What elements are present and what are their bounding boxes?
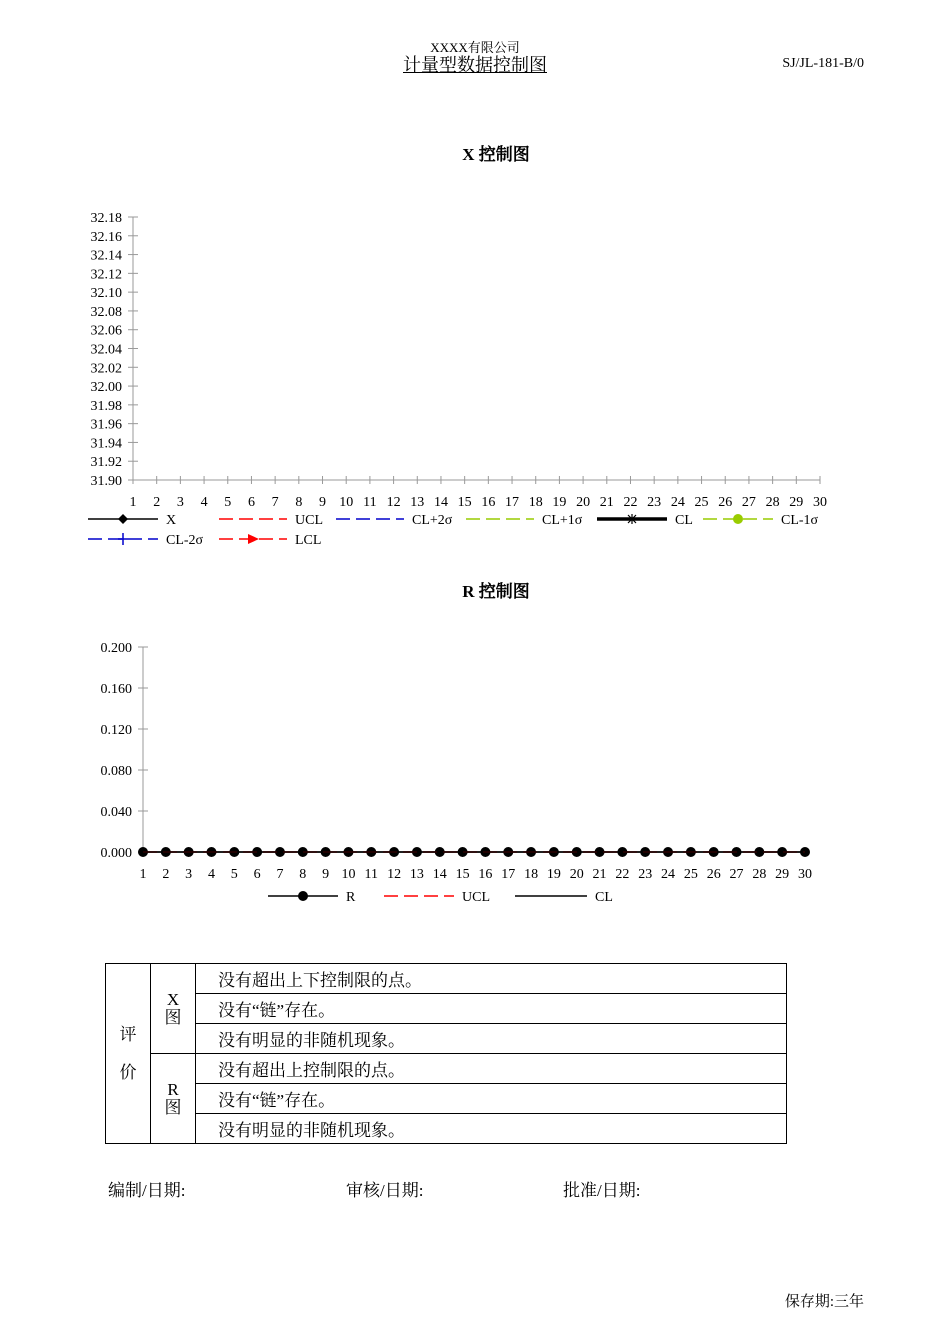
x-chart-legend-label: X: [166, 513, 177, 528]
x-chart-y-tick-label: 31.92: [90, 455, 122, 471]
r-chart-x-tick-label: 4: [207, 867, 215, 882]
evaluation-category-char-2: 价: [119, 1062, 137, 1082]
r-chart-legend-label: UCL: [462, 890, 490, 905]
approved-by-date: 批准/日期:: [563, 1181, 641, 1200]
r-chart-label-line-2: 图: [164, 1097, 182, 1117]
x-chart-legend-label: CL+2σ: [412, 513, 453, 528]
r-chart-y-tick-label: 0.040: [100, 805, 132, 820]
r-chart-x-tick-label: 12: [387, 867, 402, 882]
evaluation-table: [105, 963, 787, 1144]
x-evaluation-item: 没有超出上下控制限的点。: [196, 964, 787, 994]
company-name: XXXX有限公司: [430, 40, 520, 55]
reviewed-by-date: 审核/日期:: [346, 1181, 424, 1200]
x-chart-legend-marker: [733, 514, 743, 524]
r-chart-x-tick-label: 20: [569, 867, 584, 882]
prepared-by-date: 编制/日期:: [108, 1181, 186, 1200]
x-chart-x-tick-label: 15: [457, 495, 472, 510]
x-chart-x-tick-label: 9: [319, 495, 327, 510]
r-chart-y-tick-label: 0.160: [100, 682, 132, 697]
x-chart-legend-marker: [248, 534, 259, 544]
x-chart-x-tick-label: 7: [271, 495, 279, 510]
r-chart-x-tick-label: 6: [253, 867, 261, 882]
x-chart-x-tick-label: 10: [339, 495, 354, 510]
r-chart-x-tick-label: 14: [432, 867, 447, 882]
x-chart-x-tick-label: 11: [363, 495, 377, 510]
x-chart-label-line-2: 图: [164, 1007, 182, 1027]
x-chart-x-tick-label: 3: [176, 495, 184, 510]
r-chart-x-tick-label: 26: [706, 867, 721, 882]
x-evaluation-item: 没有“链”存在。: [196, 994, 787, 1024]
r-chart-x-tick-label: 29: [775, 867, 790, 882]
x-chart-y-tick-label: 31.98: [90, 398, 122, 414]
r-chart-x-tick-label: 9: [322, 867, 330, 882]
x-chart-x-tick-label: 25: [694, 495, 709, 510]
x-chart-y-tick-label: 31.96: [90, 417, 122, 433]
x-chart-x-tick-label: 17: [505, 495, 520, 510]
x-chart-legend-label: UCL: [295, 513, 323, 528]
r-chart-x-tick-label: 23: [638, 867, 653, 882]
r-chart-title: R 控制图: [462, 582, 530, 601]
x-chart-x-tick-label: 2: [153, 495, 161, 510]
x-control-chart: [0, 200, 950, 560]
r-chart-legend-label: CL: [595, 890, 613, 905]
r-chart-x-tick-label: 13: [409, 867, 424, 882]
x-chart-y-tick-label: 32.00: [90, 380, 122, 396]
x-chart-y-tick-label: 32.14: [90, 248, 122, 264]
x-chart-legend-label: LCL: [295, 533, 322, 548]
x-chart-y-tick-label: 32.02: [90, 361, 122, 377]
evaluation-category-char-1: 评: [119, 1024, 137, 1044]
r-control-chart: [0, 630, 950, 920]
r-chart-x-tick-label: 10: [341, 867, 356, 882]
r-chart-x-tick-label: 7: [276, 867, 284, 882]
x-chart-x-tick-label: 4: [200, 495, 208, 510]
x-chart-y-tick-label: 32.06: [90, 323, 122, 339]
r-chart-x-tick-label: 19: [546, 867, 561, 882]
r-chart-x-tick-label: 25: [683, 867, 698, 882]
x-chart-y-tick-label: 32.10: [90, 286, 122, 302]
x-chart-x-tick-label: 1: [129, 495, 137, 510]
r-chart-x-tick-label: 28: [752, 867, 767, 882]
x-chart-label-line-1: X: [166, 989, 180, 1009]
x-chart-y-tick-label: 32.18: [90, 211, 122, 226]
r-chart-y-tick-label: 0.000: [100, 846, 132, 861]
x-chart-y-tick-label: 31.94: [90, 436, 122, 452]
x-chart-legend-label: CL+1σ: [542, 513, 583, 528]
x-chart-x-tick-label: 27: [741, 495, 756, 510]
x-chart-x-tick-label: 18: [528, 495, 543, 510]
x-chart-x-tick-label: 23: [647, 495, 662, 510]
r-chart-x-tick-label: 27: [729, 867, 744, 882]
x-chart-x-tick-label: 12: [386, 495, 401, 510]
r-chart-x-tick-label: 11: [364, 867, 379, 882]
x-chart-x-tick-label: 19: [552, 495, 567, 510]
retention-period: 保存期:三年: [784, 1294, 864, 1310]
x-chart-legend-marker: [118, 514, 128, 524]
x-chart-x-tick-label: 5: [224, 495, 232, 510]
r-chart-x-tick-label: 16: [478, 867, 493, 882]
r-evaluation-item: 没有“链”存在。: [196, 1084, 787, 1114]
x-evaluation-item: 没有明显的非随机现象。: [196, 1024, 787, 1054]
x-chart-legend-label: CL-1σ: [781, 513, 819, 528]
x-chart-x-tick-label: 28: [765, 495, 780, 510]
x-chart-x-tick-label: 8: [295, 495, 303, 510]
x-chart-y-tick-label: 32.04: [90, 342, 122, 358]
r-chart-y-tick-label: 0.080: [100, 764, 132, 779]
r-chart-legend-marker: [298, 891, 308, 901]
x-chart-legend-marker: [118, 533, 128, 545]
r-chart-x-tick-label: 3: [185, 867, 193, 882]
x-chart-y-tick-label: 32.16: [90, 229, 122, 245]
document-code: SJ/JL-181-B/0: [782, 56, 864, 71]
r-chart-x-tick-label: 30: [798, 867, 812, 882]
x-chart-x-tick-label: 13: [410, 495, 425, 510]
r-chart-y-tick-label: 0.200: [100, 641, 132, 656]
r-chart-x-tick-label: 21: [592, 867, 607, 882]
x-chart-x-tick-label: 14: [433, 495, 448, 510]
r-chart-label: [151, 1054, 196, 1144]
r-chart-legend-label: R: [346, 890, 356, 905]
x-chart-x-tick-label: 21: [599, 495, 614, 510]
r-chart-y-tick-label: 0.120: [100, 723, 132, 738]
r-evaluation-item: 没有明显的非随机现象。: [196, 1114, 787, 1144]
r-chart-x-tick-label: 17: [501, 867, 516, 882]
x-chart-legend-label: CL-2σ: [166, 533, 204, 548]
x-chart-x-tick-label: 30: [813, 495, 827, 510]
r-chart-label-line-1: R: [167, 1079, 179, 1099]
x-chart-x-tick-label: 20: [576, 495, 591, 510]
r-chart-x-tick-label: 1: [139, 867, 147, 882]
r-chart-x-tick-label: 22: [615, 867, 630, 882]
r-chart-x-tick-label: 8: [299, 867, 307, 882]
x-chart-x-tick-label: 26: [718, 495, 733, 510]
x-chart-x-tick-label: 6: [247, 495, 255, 510]
x-chart-x-tick-label: 24: [670, 495, 685, 510]
r-chart-x-tick-label: 18: [524, 867, 539, 882]
x-chart-title: X 控制图: [462, 145, 530, 164]
r-evaluation-item: 没有超出上控制限的点。: [196, 1054, 787, 1084]
x-chart-y-tick-label: 32.12: [90, 267, 122, 283]
x-chart-y-tick-label: 32.08: [90, 304, 122, 320]
x-chart-x-tick-label: 29: [789, 495, 804, 510]
r-chart-x-tick-label: 2: [162, 867, 170, 882]
r-chart-x-tick-label: 15: [455, 867, 470, 882]
x-chart-label: [151, 964, 196, 1054]
x-chart-x-tick-label: 16: [481, 495, 496, 510]
x-chart-y-tick-label: 31.90: [90, 474, 122, 489]
r-chart-x-tick-label: 24: [661, 867, 676, 882]
r-chart-x-tick-label: 5: [230, 867, 238, 882]
x-chart-legend-label: CL: [675, 513, 693, 528]
x-chart-x-tick-label: 22: [623, 495, 638, 510]
evaluation-category: [106, 964, 151, 1144]
document-title-text: 计量型数据控制图: [403, 55, 547, 75]
